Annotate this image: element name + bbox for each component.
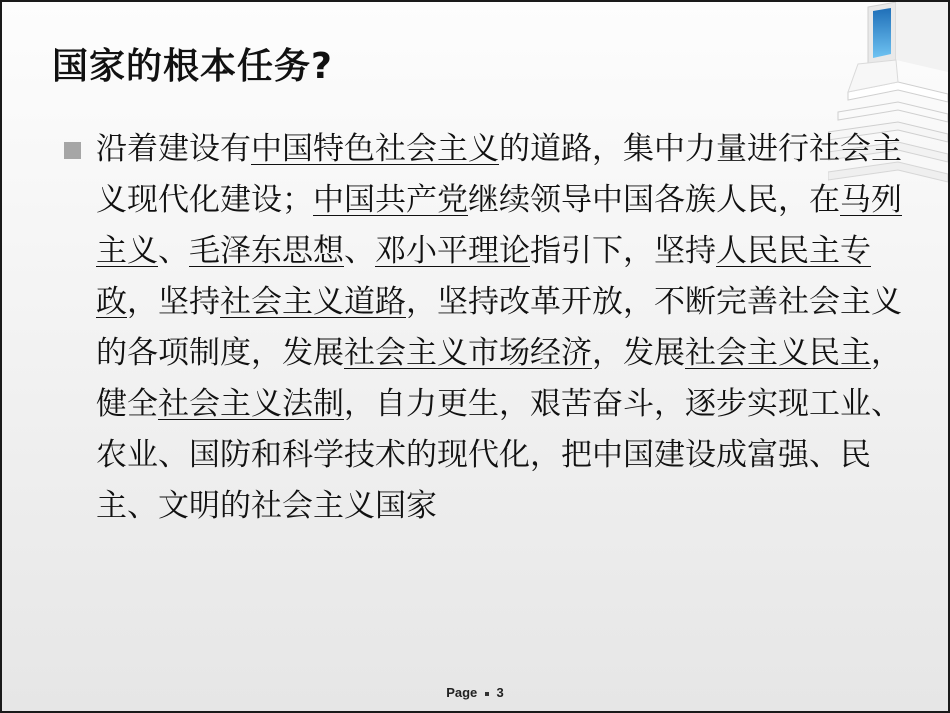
- body-text: 继续领导中国各族人民，在: [468, 182, 840, 218]
- page-footer: [2, 685, 948, 700]
- body-content: [64, 124, 904, 532]
- hyperlink-term[interactable]: 社会主义法制: [158, 386, 344, 422]
- hyperlink-term[interactable]: 毛泽东思想: [189, 233, 344, 269]
- page-number: 3: [496, 685, 504, 700]
- body-paragraph: [96, 124, 904, 532]
- hyperlink-term[interactable]: 社会主义民主: [685, 335, 871, 371]
- body-text: ，健全: [96, 335, 902, 422]
- slide-title: 国家的根本任务?: [52, 46, 333, 87]
- body-text: 、: [158, 233, 189, 269]
- body-text: 、: [344, 233, 375, 269]
- hyperlink-term[interactable]: 马列主义: [96, 182, 902, 269]
- body-text: 的道路，集中力量进行社会主义现代化建设；: [96, 131, 902, 218]
- square-bullet-icon: [64, 142, 81, 159]
- body-text: ，自力更生，艰苦奋斗，逐步实现工业、农业、国防和科学技术的现代化，把中国建设成富强、民主、文明的社会主义国家: [96, 386, 902, 524]
- separator-icon: [485, 692, 489, 696]
- hyperlink-term[interactable]: 人民民主专政: [96, 233, 871, 320]
- footer-label: Page: [446, 685, 478, 700]
- hyperlink-term[interactable]: 中国特色社会主义: [251, 131, 499, 167]
- body-text: 指引下，坚持: [530, 233, 716, 269]
- hyperlink-term[interactable]: 社会主义市场经济: [344, 335, 592, 371]
- body-text: 沿着建设有: [96, 131, 251, 167]
- body-text: ，坚持改革开放，不断完善社会主义的各项制度，发展: [96, 284, 902, 371]
- body-text: ，发展: [592, 335, 685, 371]
- hyperlink-term[interactable]: 邓小平理论: [375, 233, 530, 269]
- hyperlink-term[interactable]: 中国共产党: [313, 182, 468, 218]
- hyperlink-term[interactable]: 社会主义道路: [220, 284, 406, 320]
- body-text: ，坚持: [127, 284, 220, 320]
